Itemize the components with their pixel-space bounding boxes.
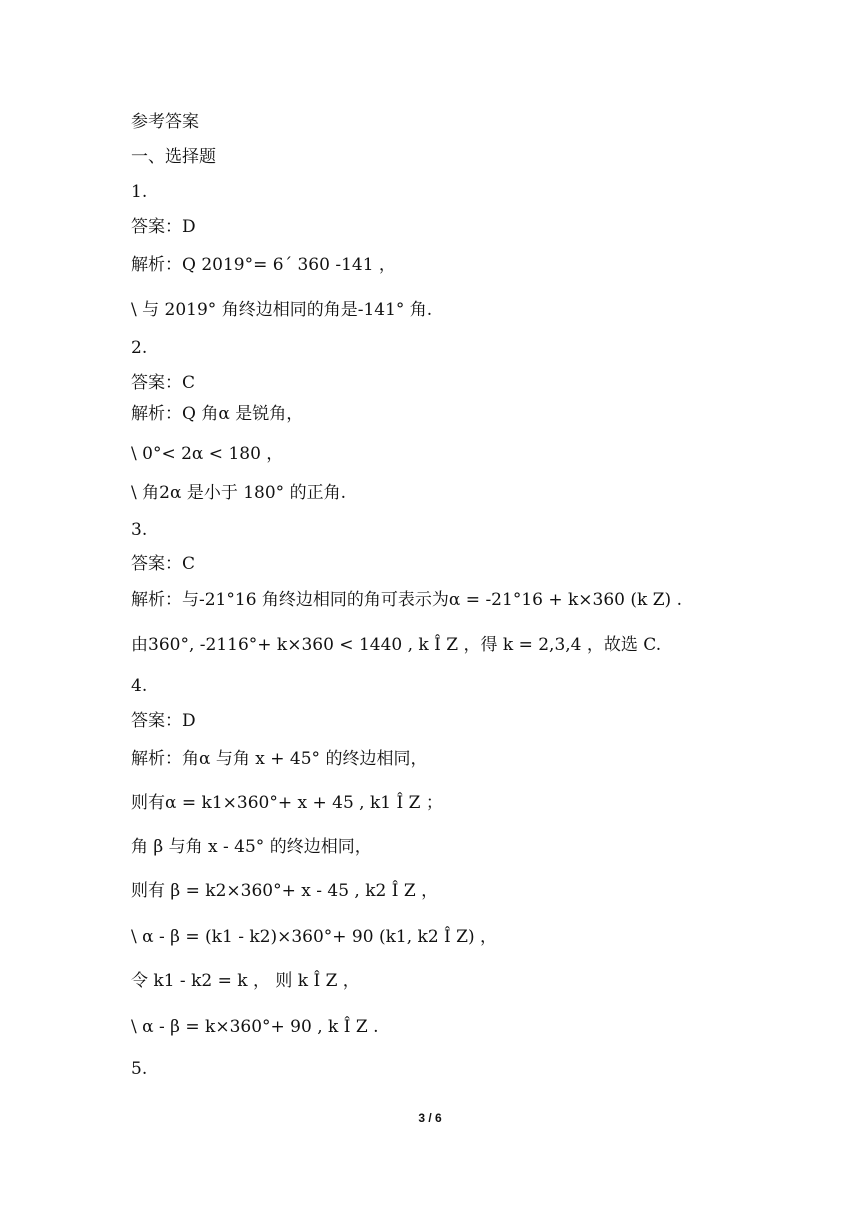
question-1-number: 1. [131,182,148,202]
question-2-explanation: 解析：Q 角α 是锐角， [131,404,304,424]
question-1-explanation: \ 与 2019° 角终边相同的角是-141° 角. [131,300,433,320]
answer-key-heading: 参考答案 [131,112,199,132]
question-4-explanation: 解析：角α 与角 x + 45° 的终边相同， [131,749,428,769]
question-4-answer: 答案：D [131,711,196,731]
question-2-number: 2. [131,338,148,358]
question-2-answer: 答案：C [131,373,196,393]
question-5-number: 5. [131,1059,148,1079]
page-number: 3 / 6 [418,1111,442,1125]
question-4-explanation: \ α - β = k×360°+ 90 , k Î Z . [131,1017,379,1037]
question-3-number: 3. [131,520,148,540]
question-4-explanation: 令 k1 - k2 = k ， 则 k Î Z ， [131,971,360,991]
question-3-explanation: 解析：与-21°16 角终边相同的角可表示为α = -21°16 + k×360 (k Z) . [131,590,682,610]
question-1-explanation: 解析：Q 2019°= 6´ 360 -141 ， [131,255,396,275]
question-4-explanation: 则有 β = k2×360°+ x - 45 , k2 Î Z ， [131,881,439,901]
question-4-explanation: 则有α = k1×360°+ x + 45 , k1 Î Z ； [131,793,443,813]
question-2-explanation: \ 0°< 2α < 180 ， [131,444,284,464]
question-4-number: 4. [131,676,148,696]
section-heading: 一、选择题 [131,147,216,167]
question-1-answer: 答案：D [131,217,196,237]
question-3-answer: 答案：C [131,554,196,574]
question-4-explanation: \ α - β = (k1 - k2)×360°+ 90 (k1, k2 Î Z) ， [131,927,498,947]
question-4-explanation: 角 β 与角 x - 45° 的终边相同， [131,837,372,857]
question-3-explanation: 由360°, -2116°+ k×360 < 1440 , k Î Z ，得 k = 2,3,4 ，故选 C. [131,635,662,655]
question-2-explanation: \ 角2α 是小于 180° 的正角. [131,483,346,503]
